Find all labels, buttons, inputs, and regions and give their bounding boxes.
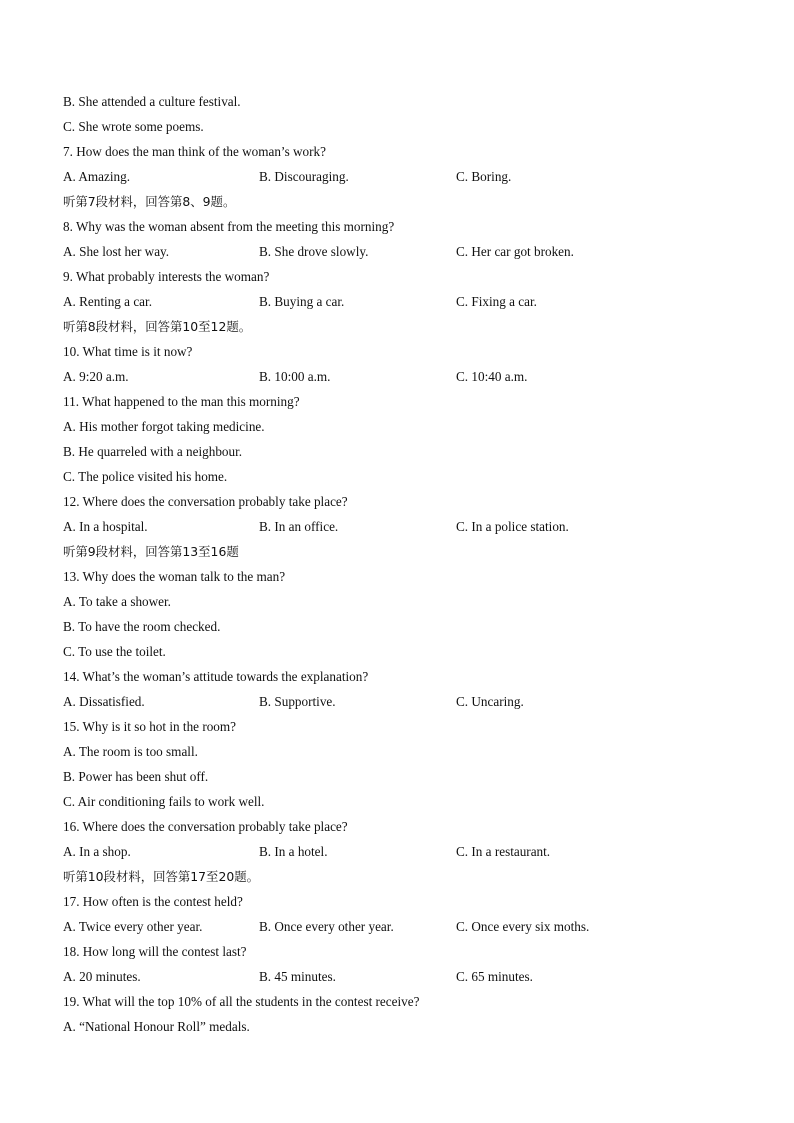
- option-c: C. 65 minutes.: [456, 969, 533, 984]
- answer-option: A. To take a shower.: [63, 594, 171, 609]
- section-instruction: 听第9段材料，回答第13至16题: [63, 544, 239, 559]
- question-text: 11. What happened to the man this morning?: [63, 394, 300, 409]
- answer-option: C. She wrote some poems.: [63, 119, 204, 134]
- question-text: 13. Why does the woman talk to the man?: [63, 569, 286, 584]
- option-b: B. Buying a car.: [259, 294, 345, 309]
- option-b: B. 10:00 a.m.: [259, 369, 331, 384]
- exam-content: [63, 89, 743, 1039]
- section-instruction: 听第10段材料，回答第17至20题。: [63, 869, 259, 884]
- option-c: C. Boring.: [456, 169, 512, 184]
- section-instruction: 听第7段材料，回答第8、9题。: [63, 194, 236, 209]
- answer-option: B. She attended a culture festival.: [63, 94, 241, 109]
- option-c: C. Once every six moths.: [456, 919, 590, 934]
- option-b: B. 45 minutes.: [259, 969, 336, 984]
- question-text: 19. What will the top 10% of all the students in the contest receive?: [63, 994, 420, 1009]
- answer-options-row: [63, 514, 743, 539]
- option-c: C. 10:40 a.m.: [456, 369, 528, 384]
- option-a: A. Dissatisfied.: [63, 694, 145, 709]
- option-a: A. Amazing.: [63, 169, 131, 184]
- answer-option: C. The police visited his home.: [63, 469, 228, 484]
- question-text: 7. How does the man think of the woman’s work?: [63, 144, 326, 159]
- answer-options-row: [63, 164, 743, 189]
- question-text: 18. How long will the contest last?: [63, 944, 247, 959]
- answer-option: B. To have the room checked.: [63, 619, 221, 634]
- option-c: C. In a police station.: [456, 519, 569, 534]
- option-c: C. Her car got broken.: [456, 244, 574, 259]
- answer-option: B. He quarreled with a neighbour.: [63, 444, 243, 459]
- option-b: B. Once every other year.: [259, 919, 394, 934]
- question-text: 16. Where does the conversation probably take place?: [63, 819, 348, 834]
- option-a: A. Twice every other year.: [63, 919, 203, 934]
- option-b: B. In an office.: [259, 519, 339, 534]
- option-c: C. Uncaring.: [456, 694, 524, 709]
- answer-option: A. His mother forgot taking medicine.: [63, 419, 265, 434]
- option-c: C. Fixing a car.: [456, 294, 537, 309]
- answer-options-row: [63, 239, 743, 264]
- answer-option: C. Air conditioning fails to work well.: [63, 794, 265, 809]
- option-b: B. Discouraging.: [259, 169, 349, 184]
- answer-options-row: [63, 364, 743, 389]
- section-instruction: 听第8段材料，回答第10至12题。: [63, 319, 252, 334]
- option-b: B. In a hotel.: [259, 844, 328, 859]
- question-text: 10. What time is it now?: [63, 344, 193, 359]
- answer-option: C. To use the toilet.: [63, 644, 166, 659]
- answer-options-row: [63, 914, 743, 939]
- option-a: A. In a shop.: [63, 844, 131, 859]
- question-text: 15. Why is it so hot in the room?: [63, 719, 237, 734]
- answer-options-row: [63, 964, 743, 989]
- option-b: B. She drove slowly.: [259, 244, 369, 259]
- answer-option: A. The room is too small.: [63, 744, 198, 759]
- question-text: 17. How often is the contest held?: [63, 894, 243, 909]
- question-text: 8. Why was the woman absent from the meeting this morning?: [63, 219, 395, 234]
- answer-options-row: [63, 289, 743, 314]
- question-text: 12. Where does the conversation probably take place?: [63, 494, 348, 509]
- option-a: A. In a hospital.: [63, 519, 148, 534]
- option-c: C. In a restaurant.: [456, 844, 551, 859]
- option-a: A. 9:20 a.m.: [63, 369, 129, 384]
- option-b: B. Supportive.: [259, 694, 336, 709]
- answer-options-row: [63, 689, 743, 714]
- option-a: A. 20 minutes.: [63, 969, 141, 984]
- question-text: 9. What probably interests the woman?: [63, 269, 270, 284]
- answer-options-row: [63, 839, 743, 864]
- question-text: 14. What’s the woman’s attitude towards the explanation?: [63, 669, 369, 684]
- answer-option: B. Power has been shut off.: [63, 769, 209, 784]
- option-a: A. She lost her way.: [63, 244, 170, 259]
- answer-option: A. “National Honour Roll” medals.: [63, 1019, 250, 1034]
- option-a: A. Renting a car.: [63, 294, 152, 309]
